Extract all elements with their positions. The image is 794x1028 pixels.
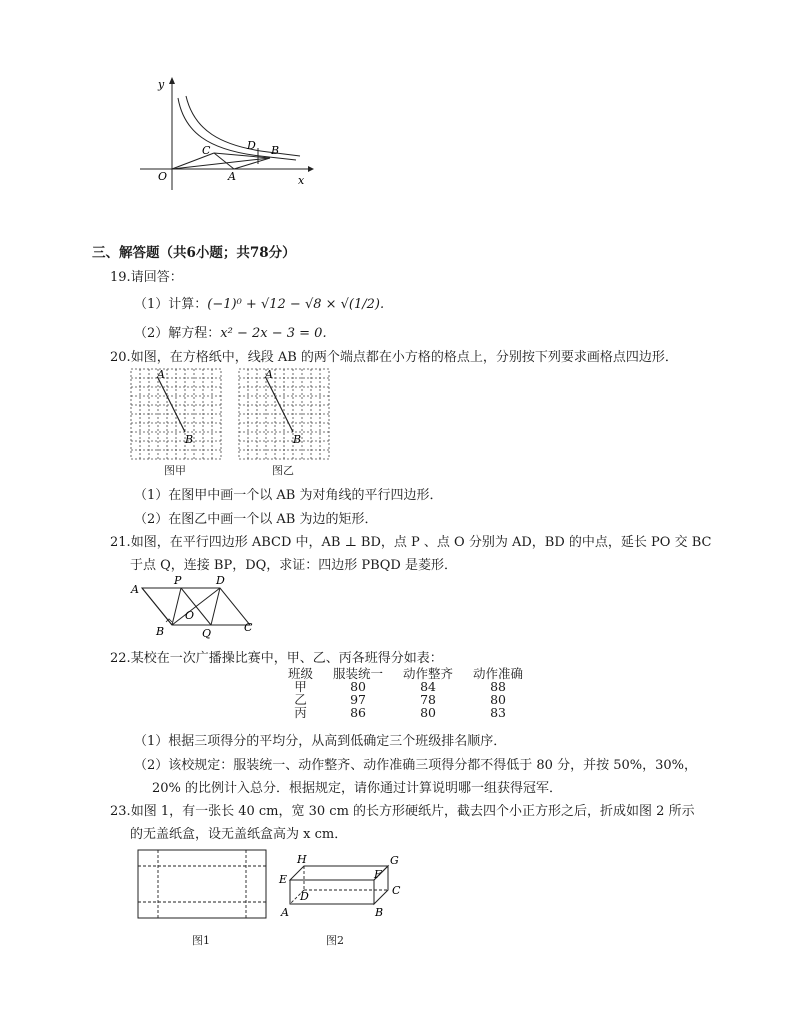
pg-label-p: P bbox=[174, 574, 182, 587]
grid-yi-point-b: B bbox=[293, 433, 302, 446]
q19-part1 bbox=[134, 293, 384, 312]
segment-ca bbox=[214, 153, 234, 169]
label-d: D bbox=[247, 139, 256, 152]
box-label-d: D bbox=[300, 890, 309, 903]
box-label-h: H bbox=[297, 853, 307, 866]
label-origin: O bbox=[158, 170, 168, 183]
q19-p2-label: （2）解方程： bbox=[134, 326, 221, 341]
grid-figure-yi bbox=[236, 366, 332, 462]
fig1-caption: 图1 bbox=[192, 934, 210, 947]
grid-jia-point-a: A bbox=[157, 368, 165, 381]
header-accuracy: 动作准确 bbox=[473, 666, 524, 681]
box-label-b: B bbox=[375, 906, 384, 919]
q22-part2-line1: （2）该校规定：服装统一、动作整齐、动作准确三项得分都不得低于 80 分，并按 50%，30%， bbox=[134, 758, 697, 773]
cell: 83 bbox=[490, 705, 506, 720]
q21-number: 21. bbox=[110, 535, 131, 550]
label-a: A bbox=[228, 170, 236, 183]
q20-stem bbox=[110, 346, 678, 365]
label-b: B bbox=[271, 144, 280, 157]
pg-label-o: O bbox=[185, 609, 195, 622]
fig-yi-caption: 图乙 bbox=[272, 464, 294, 477]
q23-number: 23. bbox=[110, 804, 131, 819]
fig2-caption: 图2 bbox=[326, 934, 344, 947]
header-uniform: 服装统一 bbox=[333, 666, 384, 681]
box-label-g: G bbox=[390, 854, 399, 867]
q19-stem bbox=[110, 266, 183, 285]
box-label-e: E bbox=[279, 873, 288, 886]
q19-p1-label: （1）计算： bbox=[134, 297, 208, 312]
label-y: y bbox=[158, 78, 165, 91]
q22-text: 某校在一次广播操比赛中，甲、乙、丙各班得分如表： bbox=[130, 651, 443, 666]
fig-jia-caption: 图甲 bbox=[164, 464, 186, 477]
q20-part2: （2）在图乙中画一个以 AB 为边的矩形． bbox=[134, 512, 378, 527]
q22-part1: （1）根据三项得分的平均分，从高到低确定三个班级排名顺序． bbox=[134, 734, 507, 749]
box-label-c: C bbox=[392, 884, 401, 897]
cell: 乙 bbox=[294, 692, 307, 707]
q19-p2-expression: x² − 2x − 3 = 0. bbox=[220, 326, 327, 341]
table-row bbox=[278, 706, 533, 719]
q20-number: 20. bbox=[110, 350, 131, 365]
cell: 80 bbox=[350, 679, 366, 694]
label-x: x bbox=[298, 174, 305, 187]
pg-label-c: C bbox=[244, 621, 253, 634]
parallelogram-figure bbox=[128, 573, 262, 643]
q21-line1 bbox=[110, 531, 711, 550]
q23-line2: 的无盖纸盒，设无盖纸盒高为 x cm． bbox=[130, 827, 348, 842]
header-class: 班级 bbox=[288, 666, 314, 681]
q19-number: 19. bbox=[110, 270, 131, 285]
cell: 84 bbox=[420, 679, 436, 694]
q19-p1-expression: (−1)⁰ + √12 − √8 × √(1/2). bbox=[207, 297, 385, 312]
cell: 80 bbox=[420, 705, 436, 720]
open-box-figure bbox=[276, 852, 406, 924]
header-neatness: 动作整齐 bbox=[403, 666, 454, 681]
pg-label-a: A bbox=[131, 583, 139, 596]
grid-figure-jia bbox=[128, 366, 224, 462]
paper-sheet-figure bbox=[134, 846, 270, 926]
q20-text: 如图，在方格纸中，线段 AB 的两个端点都在小方格的格点上，分别按下列要求画格点四边形． bbox=[130, 350, 678, 365]
q19-part2 bbox=[134, 322, 327, 341]
cell: 78 bbox=[420, 692, 436, 707]
grid-jia-point-b: B bbox=[185, 433, 194, 446]
hyperbola-graph bbox=[130, 70, 320, 190]
q22-part2-line2: 20% 的比例计入总分．根据规定，请你通过计算说明哪一组获得冠军． bbox=[152, 781, 563, 796]
box-label-f: F bbox=[374, 868, 382, 881]
pg-label-q: Q bbox=[202, 627, 212, 640]
q19-text: 请回答： bbox=[130, 270, 183, 285]
cell: 97 bbox=[350, 692, 366, 707]
cell: 86 bbox=[350, 705, 366, 720]
cell: 80 bbox=[490, 692, 506, 707]
box-label-a: A bbox=[281, 906, 289, 919]
label-c: C bbox=[202, 144, 211, 157]
q22-stem bbox=[110, 647, 443, 666]
cell: 88 bbox=[490, 679, 506, 694]
cell: 丙 bbox=[294, 705, 307, 720]
q22-number: 22. bbox=[110, 651, 131, 666]
sheet-outline bbox=[138, 850, 266, 918]
y-axis-arrow bbox=[169, 77, 175, 84]
pg-label-b: B bbox=[156, 625, 165, 638]
grid-yi-point-a: A bbox=[265, 368, 273, 381]
pg-label-d: D bbox=[216, 574, 225, 587]
segment-ab bbox=[142, 588, 172, 625]
q21-text-1: 如图，在平行四边形 ABCD 中，AB ⊥ BD，点 P 、点 O 分别为 AD，BD 的中点，延长 PO 交 BC bbox=[130, 535, 712, 550]
segment-cb bbox=[214, 153, 270, 158]
x-axis-arrow bbox=[308, 166, 314, 172]
cell: 甲 bbox=[294, 679, 307, 694]
score-table bbox=[278, 667, 533, 719]
section-heading: 三、解答题（共6小题；共78分） bbox=[92, 245, 296, 261]
q21-line2: 于点 Q，连接 BP，DQ，求证：四边形 PBQD 是菱形． bbox=[130, 558, 457, 573]
q23-text-1: 如图 1，有一张长 40 cm，宽 30 cm 的长方形硬纸片，截去四个小正方形之后，折成如图 2 所示 bbox=[130, 804, 695, 819]
q23-line1 bbox=[110, 800, 695, 819]
q20-part1: （1）在图甲中画一个以 AB 为对角线的平行四边形． bbox=[134, 488, 443, 503]
